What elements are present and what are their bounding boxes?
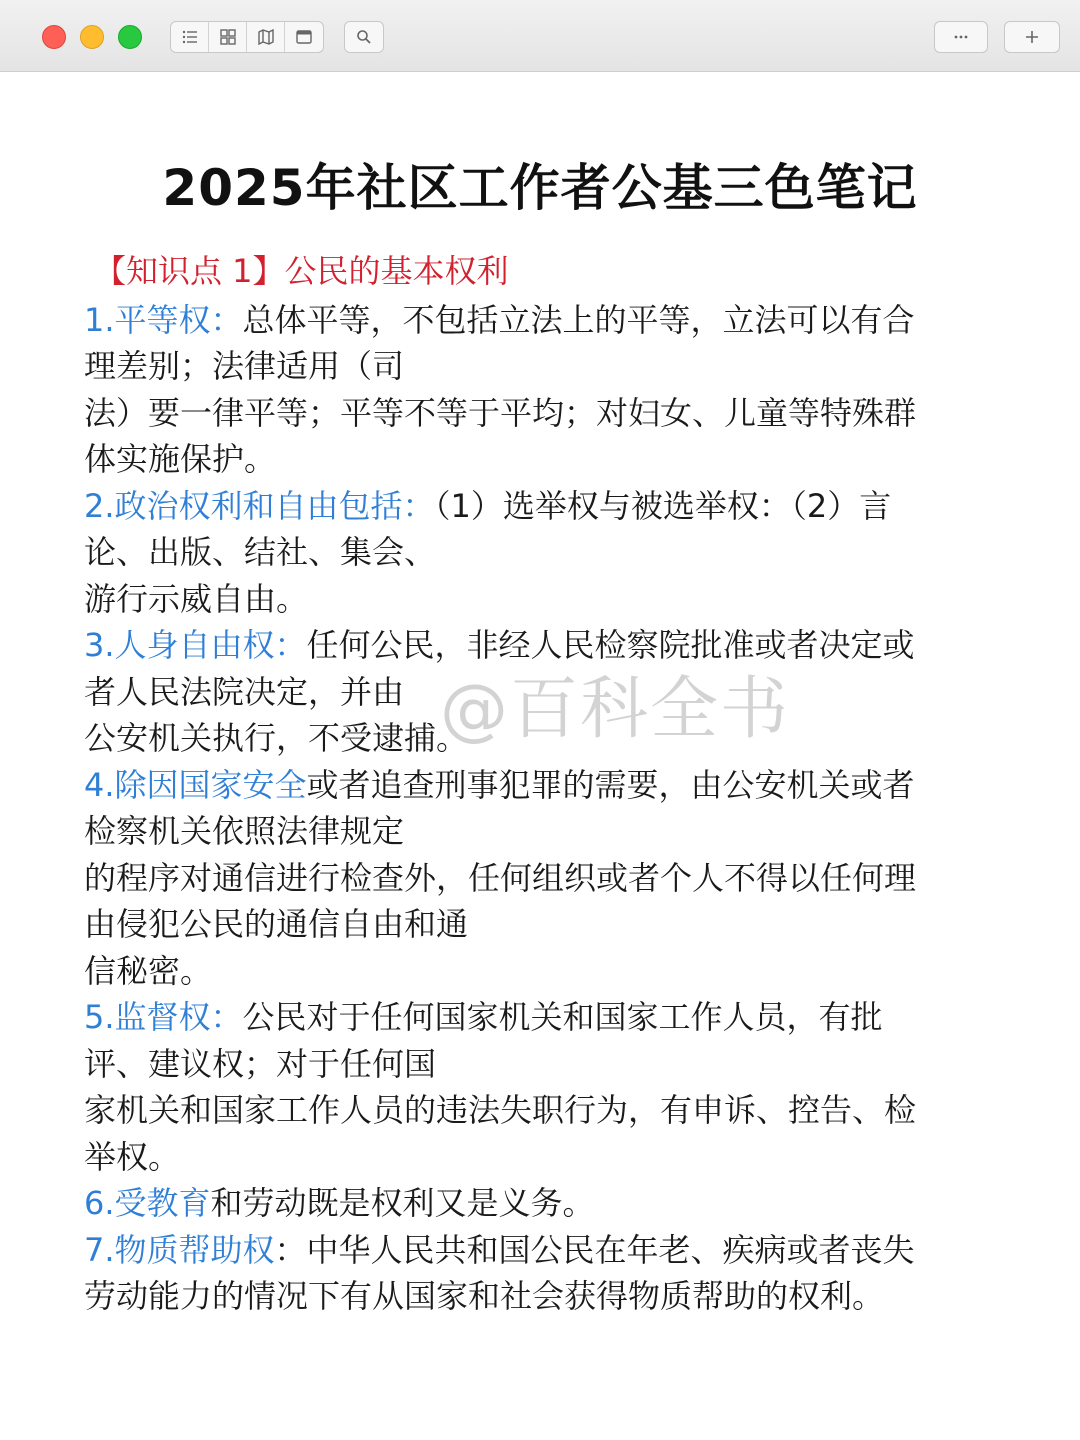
item-text: 论、出版、结社、集会、 bbox=[84, 533, 437, 571]
window-view-button[interactable] bbox=[285, 22, 323, 52]
item-text: 家机关和国家工作人员的违法失职行为，有申诉、控告、检 bbox=[84, 1091, 917, 1129]
item-text: 劳动能力的情况下有从国家和社会获得物质帮助的权利。 bbox=[84, 1277, 885, 1315]
close-window-button[interactable] bbox=[42, 25, 66, 49]
item-text: 和劳动既是权利又是义务。 bbox=[210, 1184, 595, 1222]
document-title: 2025年社区工作者公基三色笔记 bbox=[162, 159, 918, 217]
map-icon bbox=[257, 28, 275, 46]
item-label: 5.监督权： bbox=[84, 998, 243, 1036]
item-text: 任何公民，非经人民检察院批准或者决定或 bbox=[306, 626, 915, 664]
item-text: 由侵犯公民的通信自由和通 bbox=[84, 905, 469, 943]
item-label: 4.除因国家安全 bbox=[84, 765, 307, 804]
item-text: 信秘密。 bbox=[84, 951, 213, 990]
window-icon bbox=[295, 28, 313, 46]
list-icon bbox=[181, 28, 199, 46]
note-item-5 bbox=[84, 994, 1000, 1180]
item-text: 总体平等，不包括立法上的平等，立法可以有合 bbox=[242, 300, 915, 339]
note-item-3 bbox=[84, 622, 1000, 762]
note-item-6 bbox=[84, 1180, 1000, 1227]
item-label: 1.平等权： bbox=[84, 300, 243, 339]
ellipsis-icon bbox=[952, 28, 970, 46]
item-text: 的程序对通信进行检查外，任何组织或者个人不得以任何理 bbox=[84, 858, 917, 897]
note-body bbox=[84, 248, 1000, 1320]
map-view-button[interactable] bbox=[247, 22, 285, 52]
section-heading: 【知识点 1】公民的基本权利 bbox=[94, 252, 509, 290]
item-text: 或者追查刑事犯罪的需要，由公安机关或者 bbox=[306, 765, 915, 804]
search-button[interactable] bbox=[345, 22, 383, 52]
item-text: 者人民法院决定，并由 bbox=[84, 672, 405, 711]
item-text: 评、建议权；对于任何国 bbox=[84, 1044, 437, 1083]
item-label: 2.政治权利和自由包括： bbox=[84, 486, 435, 525]
window-toolbar bbox=[0, 0, 1080, 72]
item-text: 游行示威自由。 bbox=[84, 579, 309, 618]
item-label: 3.人身自由权： bbox=[84, 626, 307, 664]
add-group bbox=[1004, 21, 1060, 53]
plus-icon bbox=[1023, 28, 1041, 46]
more-button[interactable] bbox=[935, 22, 987, 52]
item-text: ：中华人民共和国公民在年老、疾病或者丧失 bbox=[274, 1230, 915, 1269]
item-text: 体实施保护。 bbox=[84, 440, 277, 478]
note-item-2 bbox=[84, 483, 1000, 623]
view-mode-group bbox=[170, 21, 324, 53]
minimize-window-button[interactable] bbox=[80, 25, 104, 49]
note-item-1 bbox=[84, 297, 1000, 483]
item-text: （1）选举权与被选举权：（2）言 bbox=[434, 486, 892, 525]
item-label: 7.物质帮助权 bbox=[84, 1230, 275, 1269]
search-group bbox=[344, 21, 384, 53]
search-icon bbox=[355, 28, 373, 46]
item-text: 检察机关依照法律规定 bbox=[84, 812, 405, 850]
item-text: 举权。 bbox=[84, 1137, 181, 1176]
watermark: @百科全书 bbox=[440, 670, 791, 749]
note-item-7 bbox=[84, 1227, 1000, 1320]
list-view-button[interactable] bbox=[171, 22, 209, 52]
grid-icon bbox=[219, 28, 237, 46]
item-text: 公民对于任何国家机关和国家工作人员，有批 bbox=[242, 998, 883, 1036]
add-button[interactable] bbox=[1005, 22, 1059, 52]
note-item-4 bbox=[84, 762, 1000, 995]
item-text: 理差别；法律适用（司 bbox=[84, 347, 405, 385]
item-text: 法）要一律平等；平等不等于平均；对妇女、儿童等特殊群 bbox=[84, 393, 917, 432]
zoom-window-button[interactable] bbox=[118, 25, 142, 49]
more-group bbox=[934, 21, 988, 53]
grid-view-button[interactable] bbox=[209, 22, 247, 52]
item-text: 公安机关执行，不受逮捕。 bbox=[84, 719, 469, 757]
item-label: 6.受教育 bbox=[84, 1184, 211, 1222]
